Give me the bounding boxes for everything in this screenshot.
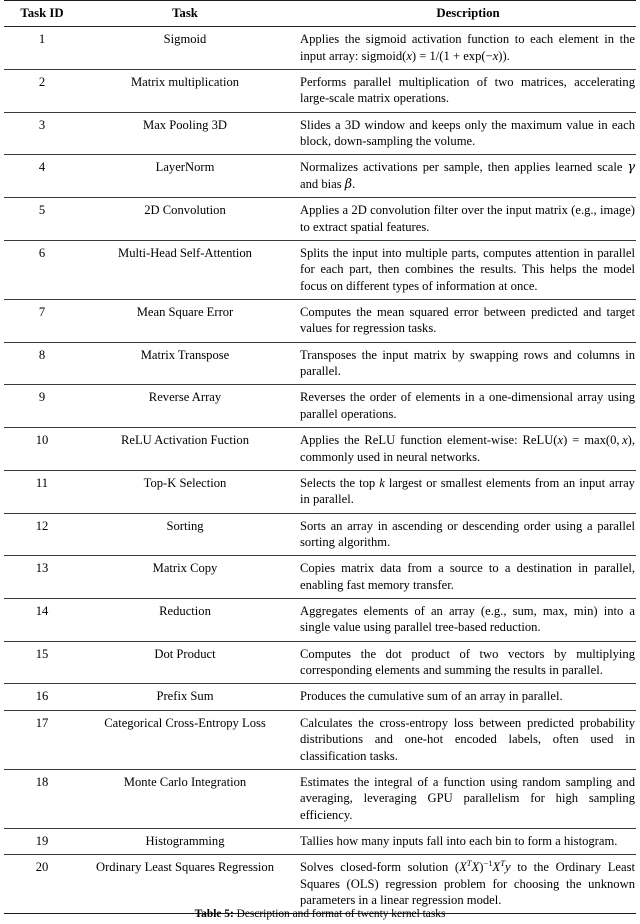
column-header-description: Description — [436, 6, 500, 20]
cell-description: Splits the input into multiple parts, computes attention in parallel for each part, then combines the results. This helps the model focus on different types of information at once. — [300, 245, 635, 293]
cell-task-id: 12 — [35, 518, 49, 533]
table-row — [4, 155, 636, 198]
table-row — [4, 385, 636, 428]
cell-task-id: 15 — [35, 646, 49, 661]
table-row — [4, 27, 636, 70]
table-caption-area — [0, 908, 640, 924]
table-row — [4, 470, 636, 513]
table-row — [4, 112, 636, 155]
table-row — [4, 641, 636, 684]
cell-task-name: Prefix Sum — [156, 689, 214, 704]
cell-task-name: Reduction — [159, 604, 211, 619]
cell-task-name: Sigmoid — [163, 32, 207, 47]
cell-description: Performs parallel multiplication of two matrices, accelerating large-scale matrix operations. — [300, 75, 635, 106]
cell-task-id: 18 — [35, 774, 49, 789]
cell-task-id: 11 — [35, 475, 49, 490]
cell-task-id: 9 — [38, 390, 46, 405]
cell-description: Tallies how many inputs fall into each bin to form a histogram. — [300, 833, 618, 848]
cell-task-name: Ordinary Least Squares Regression — [95, 860, 275, 875]
cell-description: Computes the dot product of two vectors by multiplying corresponding elements and summing the results in parallel. — [300, 646, 635, 678]
cell-task-name: Reverse Array — [148, 390, 222, 405]
table-row — [4, 342, 636, 385]
cell-task-name: Sorting — [166, 518, 204, 533]
cell-task-name: Monte Carlo Integration — [123, 774, 247, 789]
cell-task-id: 4 — [38, 160, 46, 175]
table-row — [4, 513, 636, 556]
cell-task-id: 20 — [35, 860, 49, 875]
cell-task-id: 16 — [35, 689, 49, 704]
cell-task-id: 2 — [38, 75, 46, 90]
table-row — [4, 240, 636, 299]
cell-task-id: 8 — [38, 347, 46, 362]
cell-task-id: 10 — [35, 433, 49, 448]
cell-description: Normalizes activations per sample, then applies learned scale γ and bias β. — [300, 159, 635, 191]
column-header-task-id: Task ID — [20, 6, 64, 20]
cell-task-id: 17 — [35, 715, 49, 730]
cell-task-name: Multi-Head Self-Attention — [118, 245, 252, 260]
cell-task-name: Histogramming — [145, 833, 225, 848]
cell-task-name: Top-K Selection — [143, 475, 227, 490]
caption-text: Description and format of twenty kernel tasks — [236, 908, 446, 920]
table-row — [4, 428, 636, 471]
table-row — [4, 599, 636, 642]
cell-task-name: Matrix multiplication — [130, 75, 240, 90]
column-header-task: Task — [172, 6, 198, 20]
cell-description: Copies matrix data from a source to a destination in parallel, enabling fast memory transfer. — [300, 561, 635, 592]
table-header — [4, 1, 636, 27]
cell-description: Transposes the input matrix by swapping rows and columns in parallel. — [300, 347, 635, 379]
cell-task-name: Categorical Cross-Entropy Loss — [104, 715, 266, 730]
cell-task-name: Max Pooling 3D — [143, 117, 227, 132]
cell-description: Produces the cumulative sum of an array in parallel. — [300, 689, 563, 704]
cell-description: Applies the ReLU function element-wise: ReLU(x) = max(0, x), commonly used in neural networks. — [300, 433, 635, 464]
cell-task-id: 14 — [35, 604, 49, 619]
cell-task-id: 7 — [38, 305, 46, 319]
cell-task-id: 6 — [38, 245, 46, 260]
cell-task-name: Matrix Transpose — [140, 347, 230, 362]
cell-description: Calculates the cross-entropy loss between predicted probability distributions and one-hot encoded labels, often used in classification tasks. — [300, 715, 635, 763]
cell-task-id: 1 — [38, 32, 46, 47]
cell-description: Selects the top k largest or smallest elements from an input array in parallel. — [300, 475, 635, 507]
table-row — [4, 70, 636, 113]
table-row — [4, 769, 636, 828]
cell-description: Applies a 2D convolution filter over the input matrix (e.g., image) to extract spatial features. — [300, 203, 635, 234]
cell-description: Reverses the order of elements in a one-dimensional array using parallel operations. — [300, 390, 635, 421]
cell-task-id: 3 — [38, 117, 46, 132]
cell-task-name: Dot Product — [154, 646, 216, 661]
cell-task-name: LayerNorm — [155, 160, 215, 175]
cell-task-name: 2D Convolution — [144, 203, 226, 218]
cell-description: Applies the sigmoid activation function to each element in the input array: sigmoid(x) = 1/(1 + exp(−x)). — [300, 32, 635, 63]
cell-description: Slides a 3D window and keeps only the maximum value in each block, down-sampling the volume. — [300, 117, 635, 149]
cell-task-name: Matrix Copy — [152, 561, 218, 576]
cell-task-name: ReLU Activation Fuction — [120, 433, 250, 448]
cell-task-name: Mean Square Error — [136, 305, 234, 319]
table-row — [4, 684, 636, 710]
tasks-table — [4, 0, 636, 914]
caption-label: Table 5: — [194, 908, 234, 920]
table-row — [4, 198, 636, 241]
table-row — [4, 300, 636, 343]
cell-task-id: 13 — [35, 561, 49, 576]
table-body — [4, 27, 636, 914]
cell-description: Sorts an array in ascending or descending order using a parallel sorting algorithm. — [300, 518, 635, 549]
table-row — [4, 828, 636, 854]
table-row — [4, 556, 636, 599]
cell-description: Estimates the integral of a function using random sampling and averaging, leveraging GPU parallelism for high sampling efficiency. — [300, 774, 635, 822]
cell-task-id: 19 — [35, 833, 49, 848]
table-caption — [0, 908, 640, 922]
table-header-row — [4, 1, 636, 27]
cell-description: Aggregates elements of an array (e.g., sum, max, min) into a single value using parallel tree-based reduction. — [300, 604, 635, 635]
cell-task-id: 5 — [38, 203, 46, 218]
cell-description: Computes the mean squared error between predicted and target values for regression tasks. — [300, 305, 635, 336]
table-row — [4, 710, 636, 769]
cell-description: Solves closed-form solution $(X^TX)^{-1}X^Ty$ to the Ordinary Least Squares (OLS) regression problem for choosing the unknown parameters in a linear regression model. — [300, 858, 635, 908]
table-row — [4, 855, 636, 914]
